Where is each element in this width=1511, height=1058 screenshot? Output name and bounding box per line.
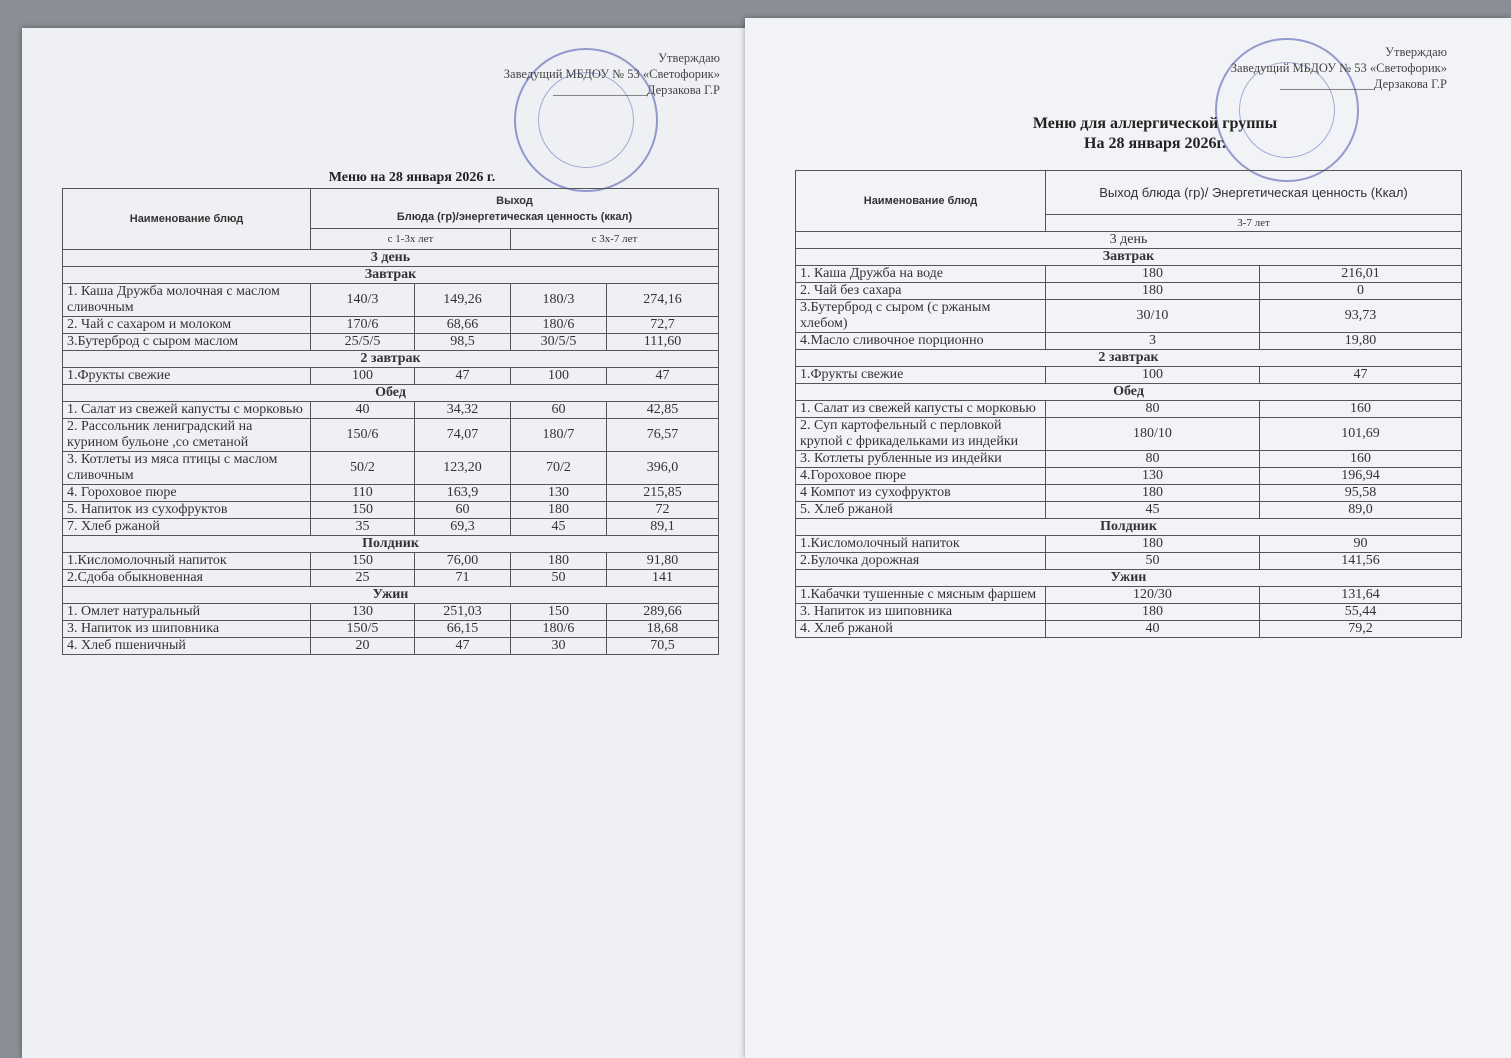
table-row — [796, 485, 1462, 502]
dish-name: 2. Суп картофельный с перловкой крупой с фрикадельками из индейки — [796, 418, 1046, 451]
table-cell: 76,57 — [607, 419, 719, 452]
table-cell: 20 — [311, 638, 415, 655]
title-line: На 28 января 2026г. — [1084, 135, 1226, 152]
approval-line: Утверждаю — [1385, 45, 1447, 59]
table-cell: 123,20 — [415, 452, 511, 485]
table-cell: 180 — [511, 553, 607, 570]
table-row — [796, 553, 1462, 570]
table-row — [63, 402, 719, 419]
section-row — [796, 570, 1462, 587]
table-cell: 79,2 — [1260, 621, 1462, 638]
table-cell: 55,44 — [1260, 604, 1462, 621]
section-title: Завтрак — [796, 249, 1462, 266]
table-cell: 141 — [607, 570, 719, 587]
header-output-title: Выход — [496, 194, 533, 207]
table-row — [796, 451, 1462, 468]
table-cell: 180/6 — [511, 317, 607, 334]
approval-line: _______________Дерзакова Г.Р — [553, 83, 720, 97]
table-cell: 170/6 — [311, 317, 415, 334]
title-line: Меню для аллергической группы — [1032, 115, 1278, 132]
table-cell: 70,5 — [607, 638, 719, 655]
table-row — [63, 621, 719, 638]
dish-name: 4.Гороховое пюре — [796, 468, 1046, 485]
dish-name: 2. Чай с сахаром и молоком — [63, 317, 311, 334]
table-cell: 150 — [511, 604, 607, 621]
table-cell: 40 — [311, 402, 415, 419]
dish-name: 4. Гороховое пюре — [63, 485, 311, 502]
table-cell: 40 — [1046, 621, 1260, 638]
table-row — [796, 604, 1462, 621]
table-cell: 35 — [311, 519, 415, 536]
day-row — [63, 250, 719, 267]
dish-name: 1.Фрукты свежие — [796, 367, 1046, 384]
table-row — [796, 333, 1462, 350]
table-cell: 110 — [311, 485, 415, 502]
section-row — [63, 351, 719, 368]
table-row — [796, 587, 1462, 604]
table-cell: 80 — [1046, 451, 1260, 468]
table-cell: 100 — [511, 368, 607, 385]
table-row — [63, 368, 719, 385]
table-row — [796, 468, 1462, 485]
section-row — [63, 267, 719, 284]
dish-name: 4.Масло сливочное порционно — [796, 333, 1046, 350]
table-cell: 396,0 — [607, 452, 719, 485]
table-row — [796, 536, 1462, 553]
header-name: Наименование блюд — [63, 189, 311, 250]
table-cell: 216,01 — [1260, 266, 1462, 283]
day-row — [796, 232, 1462, 249]
table-cell: 98,5 — [415, 334, 511, 351]
section-title: Завтрак — [63, 267, 719, 284]
day-label: 3 день — [796, 232, 1462, 249]
table-cell: 160 — [1260, 401, 1462, 418]
approval-line: Заведущий МБДОУ № 53 «Светофорик» — [503, 67, 720, 81]
table-cell: 70/2 — [511, 452, 607, 485]
table-cell: 89,1 — [607, 519, 719, 536]
table-cell: 130 — [1046, 468, 1260, 485]
header-name: Наименование блюд — [796, 171, 1046, 232]
table-cell: 180/6 — [511, 621, 607, 638]
approval-line: _______________Дерзакова Г.Р — [1280, 77, 1447, 91]
table-cell: 91,80 — [607, 553, 719, 570]
dish-name: 3. Напиток из шиповника — [63, 621, 311, 638]
dish-name: 1.Кабачки тушенные с мясным фаршем — [796, 587, 1046, 604]
table-cell: 30/5/5 — [511, 334, 607, 351]
table-cell: 50 — [511, 570, 607, 587]
table-cell: 19,80 — [1260, 333, 1462, 350]
dish-name: 4. Хлеб ржаной — [796, 621, 1046, 638]
section-title: Полдник — [63, 536, 719, 553]
table-cell: 47 — [415, 368, 511, 385]
table-cell: 180 — [511, 502, 607, 519]
table-cell: 111,60 — [607, 334, 719, 351]
section-title: Ужин — [796, 570, 1462, 587]
table-cell: 120/30 — [1046, 587, 1260, 604]
table-cell: 47 — [607, 368, 719, 385]
table-cell: 215,85 — [607, 485, 719, 502]
section-title: Полдник — [796, 519, 1462, 536]
dish-name: 5. Хлеб ржаной — [796, 502, 1046, 519]
header-age: с 1-3х лет — [311, 229, 511, 250]
table-cell: 251,03 — [415, 604, 511, 621]
header-age: с 3х-7 лет — [511, 229, 719, 250]
table-cell: 180 — [1046, 266, 1260, 283]
left-menu-sheet — [22, 28, 772, 1058]
table-cell: 150 — [311, 553, 415, 570]
section-title: Обед — [796, 384, 1462, 401]
table-row — [63, 334, 719, 351]
header-age: 3-7 лет — [1046, 215, 1462, 232]
table-row — [796, 621, 1462, 638]
table-row — [796, 401, 1462, 418]
section-row — [63, 536, 719, 553]
section-row — [63, 385, 719, 402]
header-output: Выход блюда (гр)/ Энергетическая ценность (Ккал) — [1046, 171, 1462, 215]
table-row — [796, 266, 1462, 283]
table-cell: 180/10 — [1046, 418, 1260, 451]
dish-name: 2.Сдоба обыкновенная — [63, 570, 311, 587]
table-cell: 47 — [415, 638, 511, 655]
section-row — [796, 249, 1462, 266]
section-row — [796, 350, 1462, 367]
table-cell: 140/3 — [311, 284, 415, 317]
table-cell: 18,68 — [607, 621, 719, 638]
table-cell: 160 — [1260, 451, 1462, 468]
table-cell: 180 — [1046, 604, 1260, 621]
dish-name: 3. Котлеты рубленные из индейки — [796, 451, 1046, 468]
table-cell: 80 — [1046, 401, 1260, 418]
table-row — [63, 419, 719, 452]
dish-name: 1. Салат из свежей капусты с морковью — [796, 401, 1046, 418]
section-title: Обед — [63, 385, 719, 402]
table-cell: 30 — [511, 638, 607, 655]
section-title: 2 завтрак — [796, 350, 1462, 367]
table-cell: 95,58 — [1260, 485, 1462, 502]
approval-block — [1231, 44, 1447, 92]
table-cell: 100 — [311, 368, 415, 385]
table-row — [63, 485, 719, 502]
table-cell: 25/5/5 — [311, 334, 415, 351]
table-cell: 180/7 — [511, 419, 607, 452]
table-cell: 60 — [415, 502, 511, 519]
table-cell: 69,3 — [415, 519, 511, 536]
dish-name: 1.Кисломолочный напиток — [796, 536, 1046, 553]
dish-name: 3. Котлеты из мяса птицы с маслом сливочным — [63, 452, 311, 485]
table-cell: 71 — [415, 570, 511, 587]
table-cell: 34,32 — [415, 402, 511, 419]
header-row — [63, 189, 719, 229]
table-cell: 196,94 — [1260, 468, 1462, 485]
table-cell: 47 — [1260, 367, 1462, 384]
table-cell: 141,56 — [1260, 553, 1462, 570]
table-row — [63, 284, 719, 317]
table-cell: 76,00 — [415, 553, 511, 570]
dish-name: 1.Кисломолочный напиток — [63, 553, 311, 570]
table-cell: 42,85 — [607, 402, 719, 419]
table-row — [63, 570, 719, 587]
table-cell: 130 — [311, 604, 415, 621]
table-row — [796, 300, 1462, 333]
section-row — [796, 519, 1462, 536]
table-cell: 30/10 — [1046, 300, 1260, 333]
section-title: Ужин — [63, 587, 719, 604]
table-cell: 93,73 — [1260, 300, 1462, 333]
table-cell: 180 — [1046, 485, 1260, 502]
dish-name: 1. Салат из свежей капусты с морковью — [63, 402, 311, 419]
dish-name: 1. Каша Дружба молочная с маслом сливочным — [63, 284, 311, 317]
table-row — [796, 283, 1462, 300]
table-row — [63, 317, 719, 334]
dish-name: 1. Каша Дружба на воде — [796, 266, 1046, 283]
section-title: 2 завтрак — [63, 351, 719, 368]
table-cell: 50 — [1046, 553, 1260, 570]
table-cell: 130 — [511, 485, 607, 502]
dish-name: 3.Бутерброд с сыром (с ржаным хлебом) — [796, 300, 1046, 333]
approval-line: Утверждаю — [658, 51, 720, 65]
approval-line: Заведущий МБДОУ № 53 «Светофорик» — [1230, 61, 1447, 75]
table-row — [63, 502, 719, 519]
table-row — [63, 452, 719, 485]
table-cell: 3 — [1046, 333, 1260, 350]
table-cell: 74,07 — [415, 419, 511, 452]
dish-name: 4. Хлеб пшеничный — [63, 638, 311, 655]
header-row — [796, 171, 1462, 215]
table-cell: 180 — [1046, 536, 1260, 553]
dish-name: 3.Бутерброд с сыром маслом — [63, 334, 311, 351]
table-cell: 100 — [1046, 367, 1260, 384]
right-menu-sheet — [745, 18, 1511, 1058]
header-output-sub: Блюда (гр)/энергетическая ценность (ккал) — [396, 210, 633, 223]
approval-block — [504, 50, 720, 98]
page-title: Меню на 28 января 2026 г. — [328, 170, 496, 185]
table-cell: 150/6 — [311, 419, 415, 452]
menu-table — [62, 188, 719, 655]
table-cell: 90 — [1260, 536, 1462, 553]
table-cell: 150/5 — [311, 621, 415, 638]
table-cell: 150 — [311, 502, 415, 519]
table-cell: 66,15 — [415, 621, 511, 638]
table-row — [63, 604, 719, 621]
table-cell: 50/2 — [311, 452, 415, 485]
dish-name: 5. Напиток из сухофруктов — [63, 502, 311, 519]
section-row — [63, 587, 719, 604]
dish-name: 1. Омлет натуральный — [63, 604, 311, 621]
day-label: 3 день — [63, 250, 719, 267]
table-cell: 149,26 — [415, 284, 511, 317]
table-cell: 180 — [1046, 283, 1260, 300]
table-cell: 89,0 — [1260, 502, 1462, 519]
table-row — [796, 367, 1462, 384]
table-row — [63, 519, 719, 536]
table-row — [796, 502, 1462, 519]
table-cell: 45 — [511, 519, 607, 536]
table-cell: 274,16 — [607, 284, 719, 317]
table-row — [796, 418, 1462, 451]
table-cell: 72 — [607, 502, 719, 519]
dish-name: 3. Напиток из шиповника — [796, 604, 1046, 621]
table-cell: 72,7 — [607, 317, 719, 334]
table-row — [63, 638, 719, 655]
dish-name: 2.Булочка дорожная — [796, 553, 1046, 570]
table-cell: 289,66 — [607, 604, 719, 621]
table-cell: 45 — [1046, 502, 1260, 519]
table-row — [63, 553, 719, 570]
dish-name: 2. Чай без сахара — [796, 283, 1046, 300]
table-cell: 131,64 — [1260, 587, 1462, 604]
table-cell: 60 — [511, 402, 607, 419]
header-output — [311, 189, 719, 229]
table-cell: 68,66 — [415, 317, 511, 334]
table-cell: 0 — [1260, 283, 1462, 300]
table-cell: 180/3 — [511, 284, 607, 317]
allergy-menu-table — [795, 170, 1462, 638]
table-cell: 163,9 — [415, 485, 511, 502]
section-row — [796, 384, 1462, 401]
dish-name: 1.Фрукты свежие — [63, 368, 311, 385]
table-cell: 101,69 — [1260, 418, 1462, 451]
dish-name: 2. Рассольник лениградский на курином бульоне ,со сметаной — [63, 419, 311, 452]
dish-name: 7. Хлеб ржаной — [63, 519, 311, 536]
dish-name: 4 Компот из сухофруктов — [796, 485, 1046, 502]
page-title — [795, 114, 1511, 154]
table-cell: 25 — [311, 570, 415, 587]
